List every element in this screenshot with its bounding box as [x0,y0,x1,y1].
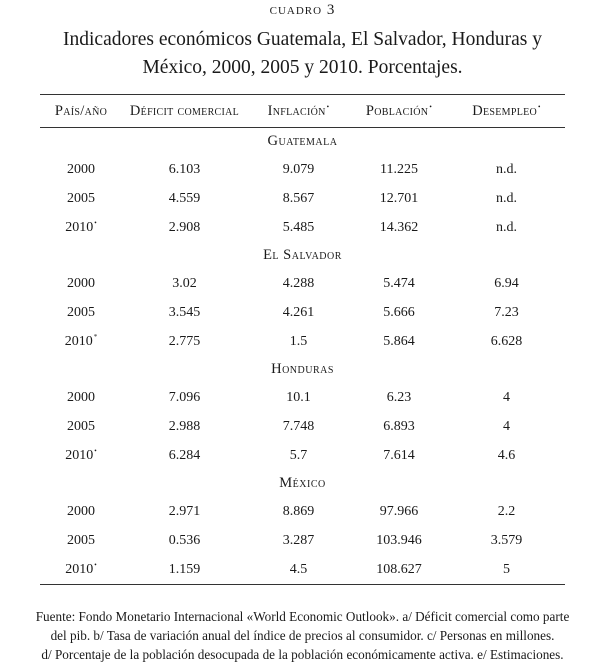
unemployment-cell: 5 [448,555,565,585]
year-value: 2005 [67,532,95,548]
year-cell [40,497,122,526]
unemployment-cell: 4 [503,389,510,405]
year-cell [40,441,122,470]
column-header-note-mark: • [538,102,541,111]
deficit-cell: 2.988 [168,418,201,434]
inflation-cell: 4.261 [282,304,315,320]
unemployment-cell: n.d. [496,190,517,206]
year-value: 2000 [67,275,95,291]
deficit-cell: 3.545 [168,304,201,320]
year-cell [40,412,122,441]
table-row [40,155,565,184]
table-label: cuadro 3 [269,2,336,18]
table-row [40,213,565,242]
inflation-cell: 8.869 [282,503,315,519]
section-name: Honduras [271,361,334,377]
column-header [122,95,247,128]
inflation-cell: 8.567 [282,190,315,206]
inflation-cell: 5.7 [289,447,308,463]
column-header [40,95,122,128]
population-cell: 5.666 [383,304,415,320]
year-value: 2010 [64,334,93,349]
year-cell [40,155,122,184]
source-note-line-3: d/ Porcentaje de la población desocupada de la población económicamente activa. e/ Estimaciones. [41,647,564,662]
inflation-cell: 4.288 [282,275,315,291]
unemployment-cell: 6.94 [494,275,519,291]
inflation-cell: 4.5 [247,555,350,585]
year-value: 2000 [67,389,95,405]
unemployment-cell: 7.23 [494,304,519,320]
source-note-line-2: del pib. b/ Tasa de variación anual del índice de precios al consumidor. c/ Personas en millones. [50,628,555,643]
column-header [247,95,350,128]
deficit-cell: 2.908 [168,219,201,235]
table-row [40,497,565,526]
year-note-mark: • [94,447,97,455]
section-name: El Salvador [263,247,342,263]
table-row [40,526,565,555]
deficit-cell: 6.284 [168,447,201,463]
year-cell [40,213,122,242]
unemployment-cell: 3.579 [490,532,523,548]
column-header-label: Desempleo [472,102,538,119]
title-line-1: Indicadores económicos Guatemala, El Salvador, Honduras y [63,29,542,50]
year-value: 2010 [65,220,94,235]
column-header-label: País/año [54,102,108,119]
deficit-cell: 1.159 [122,555,247,585]
column-header-label: Población [365,102,429,119]
inflation-cell: 5.485 [282,219,315,235]
header-row [40,95,565,128]
year-value: 2005 [67,304,95,320]
indicators-table-wrapper [40,94,565,585]
deficit-cell: 0.536 [168,532,201,548]
population-cell: 5.474 [383,275,415,291]
deficit-cell: 7.096 [168,389,201,405]
population-cell: 6.893 [383,418,415,434]
unemployment-cell: 2.2 [497,503,516,519]
year-note-mark: • [94,561,97,569]
table-body [40,128,565,585]
indicators-table [40,94,565,585]
section-row [40,242,565,269]
table-row [40,184,565,213]
population-cell: 5.864 [383,333,415,349]
table-row [40,555,565,585]
table-row [40,298,565,327]
section-row [40,128,565,156]
deficit-cell: 3.02 [172,275,197,291]
column-header-note-mark: • [429,102,433,111]
source-note-line-1: Fuente: Fondo Monetario Internacional «World Economic Outlook». a/ Déficit comercial como parte [35,609,570,624]
population-cell: 6.23 [386,389,412,405]
section-row [40,470,565,497]
year-value: 2010 [65,448,94,463]
population-cell: 14.362 [379,219,419,235]
column-header-label: Inflación [267,102,326,119]
year-cell [40,555,122,585]
table-row [40,269,565,298]
population-cell: 97.966 [379,503,419,519]
deficit-cell: 2.971 [168,503,201,519]
year-cell [40,526,122,555]
inflation-cell: 1.5 [289,333,308,349]
population-cell: 103.946 [376,532,422,548]
year-cell [40,184,122,213]
title-line-2: México, 2000, 2005 y 2010. Porcentajes. [142,57,463,78]
year-value: 2005 [67,190,95,206]
section-row [40,356,565,383]
table-row [40,383,565,412]
inflation-cell: 3.287 [282,532,315,548]
column-header-note-mark: • [326,102,330,111]
year-value: 2000 [67,503,95,519]
unemployment-cell: 4.6 [497,447,516,463]
year-value: 2010 [65,562,94,577]
unemployment-cell: 4 [503,418,510,434]
unemployment-cell: 6.628 [490,333,523,349]
year-cell [40,327,122,356]
inflation-cell: 10.1 [286,389,311,405]
year-value: 2005 [67,418,95,434]
deficit-cell: 4.559 [168,190,201,206]
inflation-cell: 7.748 [282,418,315,434]
population-cell: 108.627 [350,555,448,585]
year-cell [40,383,122,412]
unemployment-cell: n.d. [496,219,517,235]
table-row [40,441,565,470]
population-cell: 7.614 [383,447,415,463]
column-header [350,95,448,128]
source-note [0,607,605,664]
deficit-cell: 2.775 [168,333,201,349]
population-cell: 11.225 [380,161,418,177]
deficit-cell: 6.103 [168,161,201,177]
table-title [40,26,565,82]
year-value: 2000 [67,161,95,177]
section-name: Guatemala [267,133,338,149]
inflation-cell: 9.079 [282,161,315,177]
year-cell [40,298,122,327]
column-header-label: Déficit comercial [129,102,240,119]
population-cell: 12.701 [379,190,419,206]
table-row [40,412,565,441]
year-note-mark: • [94,219,97,227]
column-header [448,95,565,128]
section-name: México [279,475,326,491]
year-cell [40,269,122,298]
unemployment-cell: n.d. [496,161,517,177]
table-row [40,327,565,356]
year-note-mark: * [93,333,98,341]
